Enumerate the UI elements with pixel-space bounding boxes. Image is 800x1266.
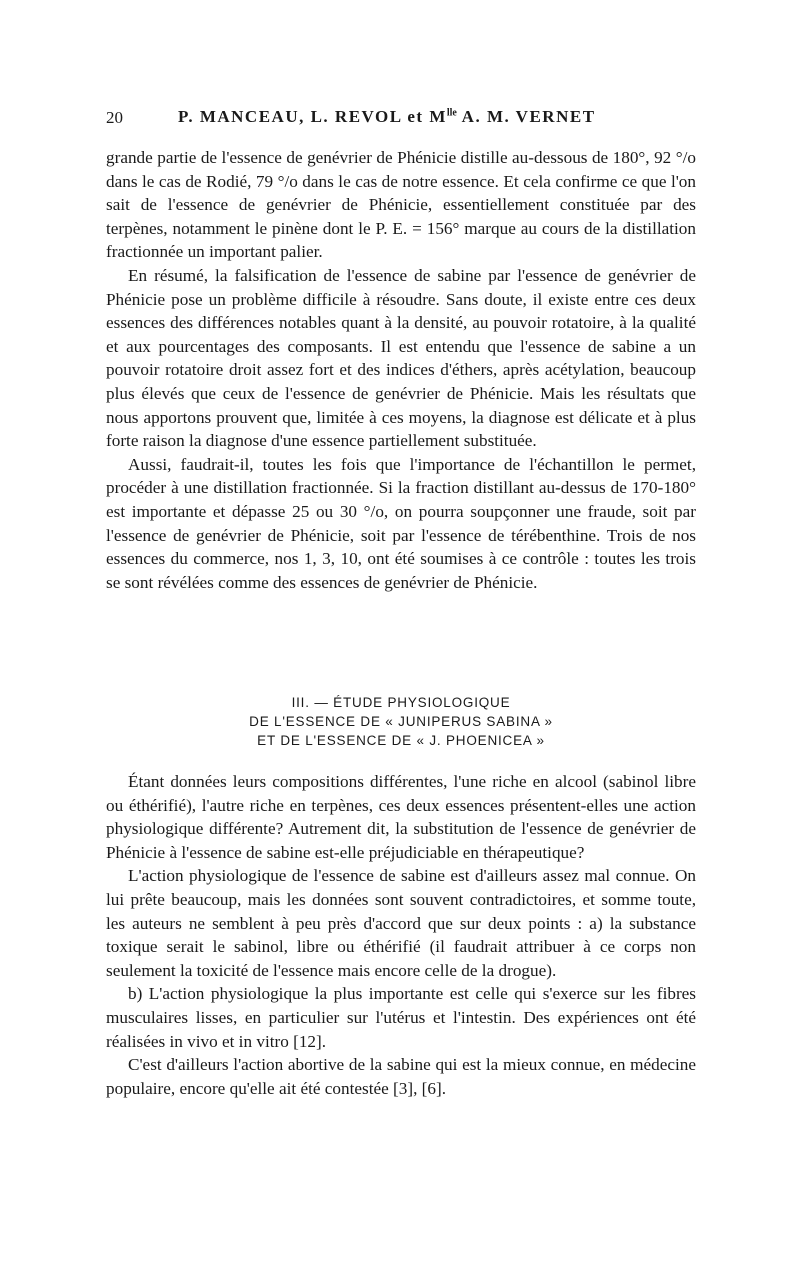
running-head-authors: [178, 107, 596, 127]
section-heading-line: ET DE L'ESSENCE DE « J. PHOENICEA »: [257, 733, 545, 748]
authors-part1: P. MANCEAU, L. REVOL et M: [178, 107, 447, 126]
paragraph: Étant données leurs compositions différentes, l'une riche en alcool (sabinol libre ou éthérifié), l'autre riche en terpènes, ces deux essences présentent-elles une action physiologique différente? Autrement dit, la substitution de l'essence de genévrier de Phénicie à l'essence de sabine est-elle préjudiciable en thérapeutique?: [106, 772, 696, 862]
authors-superscript: lle: [446, 107, 457, 119]
body-text-bottom: [106, 770, 696, 1100]
body-text-top: [106, 146, 696, 594]
paragraph: C'est d'ailleurs l'action abortive de la sabine qui est la mieux connue, en médecine populaire, encore qu'elle ait été contestée [3], [6].: [106, 1055, 696, 1098]
section-heading-line: DE L'ESSENCE DE « JUNIPERUS SABINA »: [249, 714, 553, 729]
paragraph: b) L'action physiologique la plus importante est celle qui s'exerce sur les fibres musculaires lisses, en particulier sur l'utérus et l'intestin. Des expériences ont été réalisées in vivo et in vitro [12].: [106, 984, 696, 1051]
authors-part2: A. M. VERNET: [456, 107, 596, 126]
page-number: 20: [106, 108, 123, 127]
paragraph: Aussi, faudrait-il, toutes les fois que l'importance de l'échantillon le permet, procéder à une distillation fractionnée. Si la fraction distillant au-dessus de 170-180° est importante et dépasse 25 ou 30 °/o, on pourra soupçonner une fraude, soit par l'essence de genévrier de Phénicie, soit par l'essence de térébenthine. Trois de nos essences du commerce, nos 1, 3, 10, ont été soumises à ce contrôle : toutes les trois se sont révélées comme des essences de genévrier de Phénicie.: [106, 454, 696, 592]
page-header: [106, 108, 696, 138]
paragraph: En résumé, la falsification de l'essence de sabine par l'essence de genévrier de Phénicie pose un problème difficile à résoudre. Sans doute, il existe entre ces deux essences des différences notables quant à la densité, au pouvoir rotatoire, à la qualité et aux pourcentages des composants. Il est entendu que l'essence de sabine a un pouvoir rotatoire droit assez fort et des indices d'éthers, après acétylation, beaucoup plus élevés que ceux de l'essence de genévrier de Phénicie. Mais les résultats que nous apportons prouvent que, limitée à ces moyens, la diagnose est délicate et à plus forte raison la diagnose d'une essence partiellement substituée.: [106, 265, 696, 451]
section-heading-line: III. — ÉTUDE PHYSIOLOGIQUE: [291, 695, 511, 710]
paragraph: grande partie de l'essence de genévrier de Phénicie distille au-dessous de 180°, 92 °/o dans le cas de Rodié, 79 °/o dans le cas de notre essence. Et cela confirme ce que l'on sait de l'essence de genévrier de Phénicie, essentiellement constituée par des terpènes, notamment le pinène dont le P. E. = 156° marque au cours de la distillation fractionnée un important palier.: [106, 148, 696, 262]
section-heading: [106, 693, 696, 750]
paragraph: L'action physiologique de l'essence de sabine est d'ailleurs assez mal connue. On lui prête beaucoup, mais les données sont souvent contradictoires, et somme toute, les auteurs ne semblent à peu près d'accord que sur deux points : a) la substance toxique serait le sabinol, libre ou éthérifié (il faudrait attribuer à ce corps non seulement la toxicité de l'essence mais encore celle de la drogue).: [106, 866, 696, 980]
